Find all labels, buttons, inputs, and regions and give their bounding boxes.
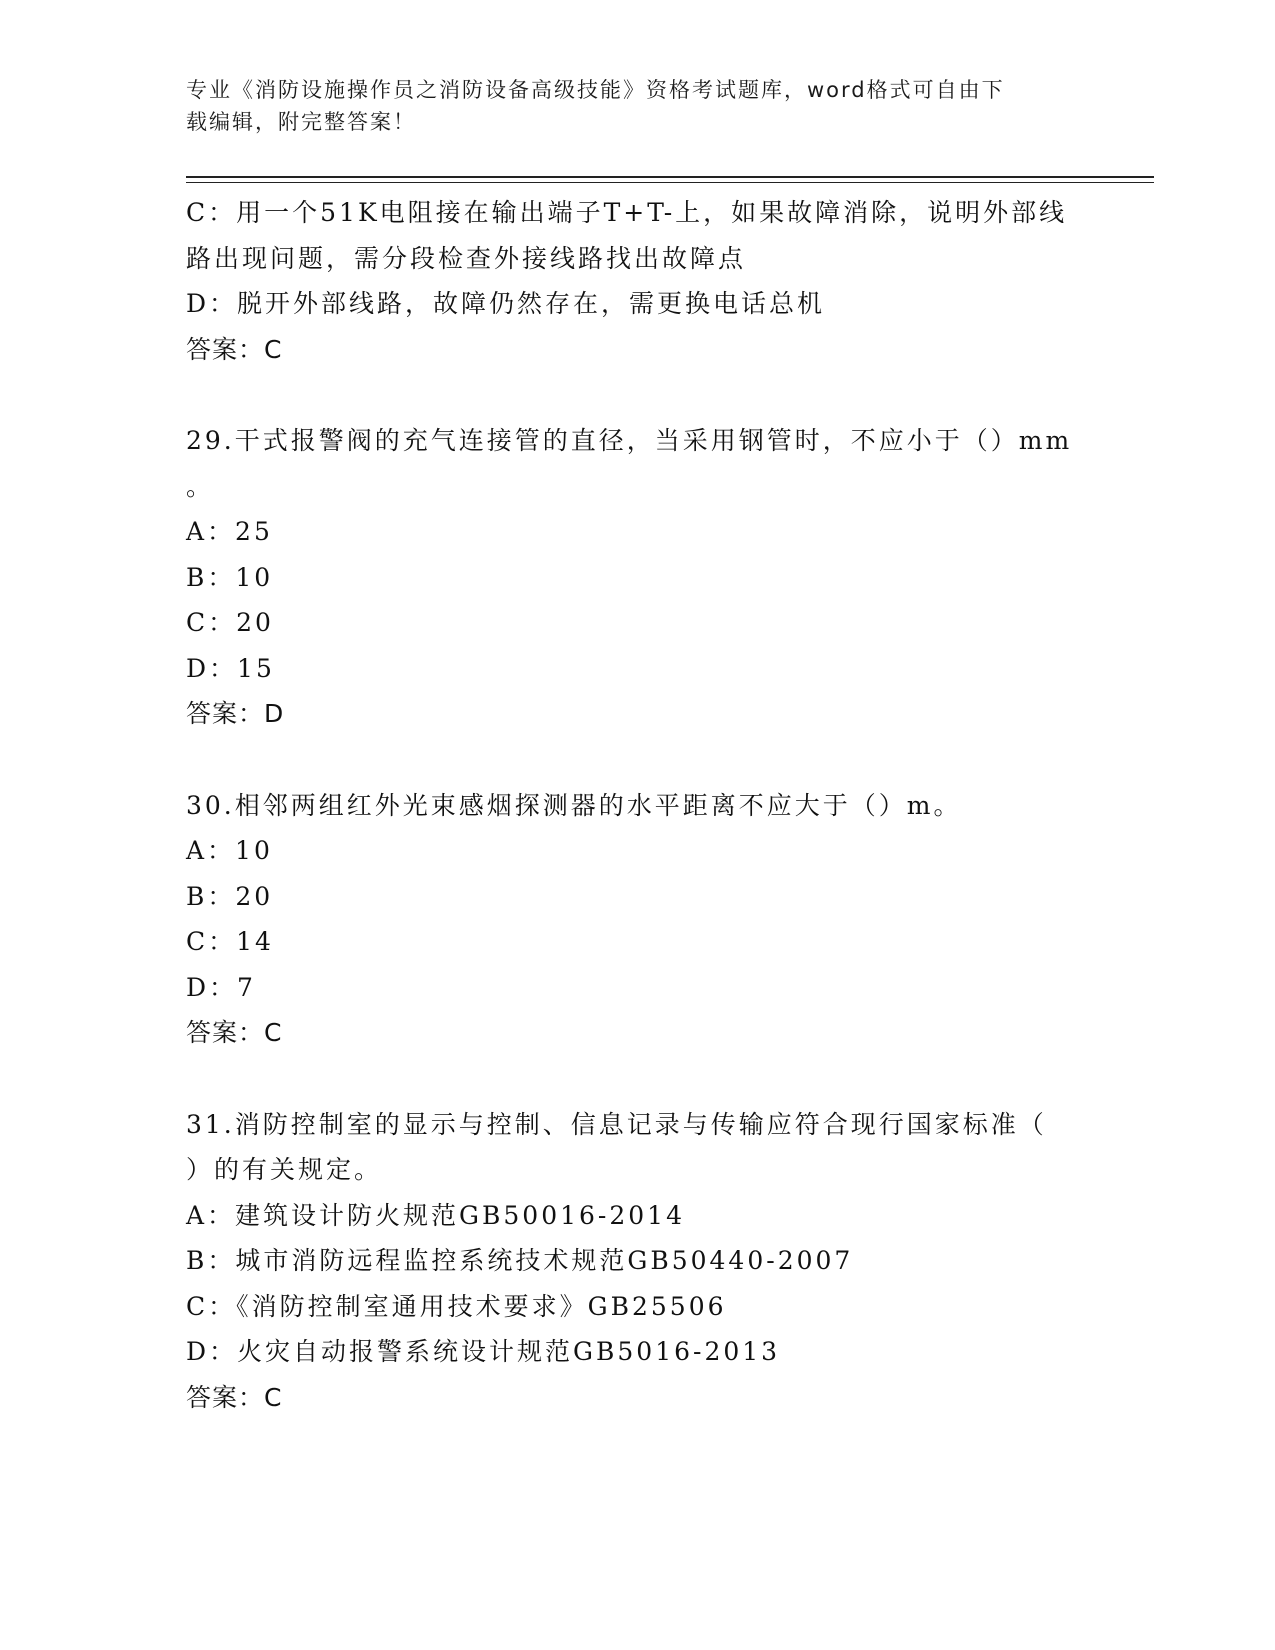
question-stem-line-1: 29.干式报警阀的充气连接管的直径，当采用钢管时，不应小于（）mm xyxy=(186,426,1073,455)
question-stem-line-2: ）的有关规定。 xyxy=(186,1155,383,1184)
answer: 答案：C xyxy=(186,1018,283,1047)
option-b: B：20 xyxy=(186,881,274,911)
option-c-line-2: 路出现问题，需分段检查外接线路找出故障点 xyxy=(186,243,747,273)
spacer xyxy=(186,372,1086,418)
question-stem-line-2: 。 xyxy=(186,471,215,501)
option-c: C：《消防控制室通用技术要求》GB25506 xyxy=(186,1291,727,1321)
option-c-line-1: C：用一个51K电阻接在输出端子T+T-上，如果故障消除，说明外部线 xyxy=(186,198,1068,227)
spacer xyxy=(186,737,1086,783)
question-28-continued xyxy=(186,190,1086,372)
spacer xyxy=(186,1056,1086,1102)
option-c: C：20 xyxy=(186,608,274,637)
question-stem-line-1: 30.相邻两组红外光束感烟探测器的水平距离不应大于（）m。 xyxy=(186,790,962,820)
answer: 答案：C xyxy=(186,334,283,364)
option-d: D：7 xyxy=(186,972,256,1002)
question-stem-line-1: 31.消防控制室的显示与控制、信息记录与传输应符合现行国家标准（ xyxy=(186,1109,1047,1139)
document-header xyxy=(186,74,1086,138)
header-line-2: 载编辑，附完整答案！ xyxy=(186,110,416,134)
question-29 xyxy=(186,418,1086,737)
header-divider-thin xyxy=(186,182,1154,183)
option-b: B：城市消防远程监控系统技术规范GB50440-2007 xyxy=(186,1246,854,1275)
question-31 xyxy=(186,1102,1086,1421)
option-b: B：10 xyxy=(186,562,274,592)
option-d: D：脱开外部线路，故障仍然存在，需更换电话总机 xyxy=(186,289,826,318)
option-a: A：建筑设计防火规范GB50016-2014 xyxy=(186,1200,685,1230)
answer: 答案：D xyxy=(186,699,285,728)
answer: 答案：C xyxy=(186,1382,283,1412)
option-a: A：10 xyxy=(186,836,273,865)
header-line-1: 专业《消防设施操作员之消防设备高级技能》资格考试题库，word格式可自由下 xyxy=(186,78,1005,102)
option-d: D：火灾自动报警系统设计规范GB5016-2013 xyxy=(186,1337,781,1366)
question-30 xyxy=(186,783,1086,1056)
question-list xyxy=(186,190,1086,1420)
option-d: D：15 xyxy=(186,653,275,683)
header-divider-thick xyxy=(186,176,1154,178)
option-c: C：14 xyxy=(186,927,274,956)
option-a: A：25 xyxy=(186,517,273,546)
